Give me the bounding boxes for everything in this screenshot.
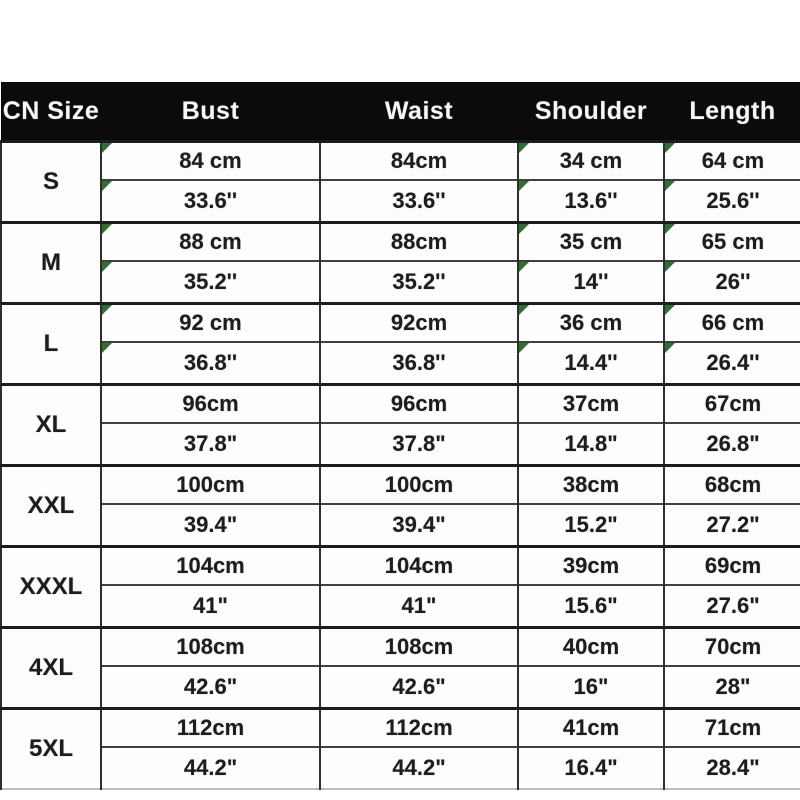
cell-bust-inch: [101, 342, 320, 385]
cell-length-inch: [664, 423, 800, 466]
size-label-xl: XL: [1, 385, 101, 466]
cell-waist-inch: [320, 261, 518, 304]
cell-value: 112cm: [176, 715, 245, 740]
cell-length-cm: [664, 223, 800, 262]
error-flag-triangle-icon: [665, 143, 675, 153]
error-flag-triangle-icon: [102, 224, 112, 234]
cell-value: 28": [715, 674, 751, 699]
cell-bust-cm: [101, 466, 320, 505]
cell-waist-inch: [320, 747, 518, 789]
error-flag-triangle-icon: [519, 262, 529, 272]
cell-length-inch: [664, 585, 800, 628]
cell-value: 35.2'': [183, 269, 238, 294]
cell-shoulder-cm: [518, 709, 664, 748]
cell-value: 26.8": [706, 431, 760, 456]
cell-value: 108cm: [384, 634, 454, 659]
cell-length-inch: [664, 747, 800, 789]
column-header-shoulder: Shoulder: [518, 82, 664, 142]
cell-value: 37.8": [392, 431, 446, 456]
cell-value: 44.2": [183, 755, 238, 780]
cell-value: 65 cm: [701, 229, 765, 254]
cell-bust-cm: [101, 385, 320, 424]
cell-waist-inch: [320, 666, 518, 709]
cell-waist-inch: [320, 504, 518, 547]
error-flag-triangle-icon: [519, 181, 529, 191]
cell-shoulder-inch: [518, 666, 664, 709]
cell-value: 84 cm: [179, 148, 242, 173]
cell-value: 104cm: [176, 553, 245, 578]
cell-waist-cm: [320, 142, 518, 181]
size-label-5xl: 5XL: [1, 709, 101, 790]
cell-value: 25.6'': [706, 188, 760, 213]
cell-bust-inch: [101, 747, 320, 789]
cell-bust-cm: [101, 142, 320, 181]
cell-shoulder-inch: [518, 504, 664, 547]
cell-value: 88 cm: [179, 229, 242, 254]
cell-value: 34 cm: [559, 148, 623, 173]
size-chart-table: [0, 82, 800, 790]
error-flag-triangle-icon: [665, 224, 675, 234]
cell-value: 108cm: [176, 634, 245, 659]
cell-value: 26'': [715, 269, 751, 294]
cell-value: 33.6'': [183, 188, 238, 213]
cell-length-cm: [664, 547, 800, 586]
cell-value: 14'': [573, 269, 609, 294]
cell-value: 68cm: [704, 472, 762, 497]
cell-length-cm: [664, 385, 800, 424]
error-flag-triangle-icon: [519, 343, 529, 353]
cell-waist-inch: [320, 423, 518, 466]
cell-waist-cm: [320, 223, 518, 262]
cell-value: 64 cm: [701, 148, 765, 173]
cell-value: 38cm: [562, 472, 620, 497]
cell-bust-cm: [101, 223, 320, 262]
cell-length-cm: [664, 466, 800, 505]
cell-bust-inch: [101, 261, 320, 304]
cell-shoulder-cm: [518, 223, 664, 262]
cell-bust-inch: [101, 423, 320, 466]
cell-waist-inch: [320, 180, 518, 223]
cell-shoulder-inch: [518, 585, 664, 628]
cell-value: 28.4": [706, 755, 760, 780]
cell-bust-inch: [101, 585, 320, 628]
cell-value: 112cm: [385, 715, 453, 740]
column-header-waist: Waist: [320, 82, 518, 142]
cell-length-inch: [664, 342, 800, 385]
cell-length-inch: [664, 504, 800, 547]
cell-value: 36.8'': [183, 350, 238, 375]
cell-waist-inch: [320, 342, 518, 385]
cell-bust-cm: [101, 547, 320, 586]
cell-value: 96cm: [390, 391, 448, 416]
size-label-4xl: 4XL: [1, 628, 101, 709]
cell-value: 40cm: [562, 634, 620, 659]
cell-value: 41": [193, 593, 228, 618]
cell-waist-inch: [320, 585, 518, 628]
cell-shoulder-inch: [518, 423, 664, 466]
cell-waist-cm: [320, 304, 518, 343]
cell-bust-inch: [101, 504, 320, 547]
error-flag-triangle-icon: [665, 343, 675, 353]
table-header-row: [1, 82, 800, 142]
cell-value: 41": [401, 593, 437, 618]
cell-value: 41cm: [562, 715, 620, 740]
cell-value: 39.4": [392, 512, 446, 537]
cell-shoulder-inch: [518, 342, 664, 385]
cell-value: 15.2": [564, 512, 618, 537]
cell-bust-cm: [101, 304, 320, 343]
cell-value: 67cm: [704, 391, 762, 416]
error-flag-triangle-icon: [519, 143, 529, 153]
cell-shoulder-inch: [518, 261, 664, 304]
cell-shoulder-cm: [518, 142, 664, 181]
cell-waist-cm: [320, 628, 518, 667]
size-label-s: S: [1, 142, 101, 223]
cell-value: 96cm: [182, 391, 239, 416]
column-header-bust: Bust: [101, 82, 320, 142]
cell-value: 16": [573, 674, 609, 699]
cell-value: 37cm: [562, 391, 620, 416]
cell-length-inch: [664, 180, 800, 223]
cell-value: 69cm: [704, 553, 762, 578]
cell-value: 16.4": [564, 755, 618, 780]
cell-value: 27.6": [706, 593, 760, 618]
cell-shoulder-cm: [518, 304, 664, 343]
error-flag-triangle-icon: [665, 262, 675, 272]
cell-shoulder-inch: [518, 747, 664, 789]
size-label-l: L: [1, 304, 101, 385]
cell-value: 35 cm: [559, 229, 623, 254]
error-flag-triangle-icon: [665, 181, 675, 191]
cell-value: 37.8": [183, 431, 238, 456]
error-flag-triangle-icon: [519, 305, 529, 315]
cell-value: 100cm: [176, 472, 245, 497]
error-flag-triangle-icon: [665, 305, 675, 315]
cell-value: 44.2": [392, 755, 446, 780]
error-flag-triangle-icon: [102, 181, 112, 191]
cell-value: 14.4'': [564, 350, 618, 375]
cell-shoulder-cm: [518, 466, 664, 505]
cell-value: 36.8'': [392, 350, 446, 375]
cell-length-inch: [664, 666, 800, 709]
cell-bust-inch: [101, 666, 320, 709]
cell-value: 39.4": [183, 512, 238, 537]
cell-length-inch: [664, 261, 800, 304]
cell-waist-cm: [320, 709, 518, 748]
cell-value: 84cm: [390, 148, 448, 173]
cell-waist-cm: [320, 385, 518, 424]
cell-value: 42.6": [183, 674, 238, 699]
size-chart-body: [1, 142, 800, 790]
size-label-xxl: XXL: [1, 466, 101, 547]
cell-value: 15.6": [564, 593, 618, 618]
error-flag-triangle-icon: [519, 224, 529, 234]
error-flag-triangle-icon: [102, 143, 112, 153]
cell-shoulder-cm: [518, 547, 664, 586]
cell-waist-cm: [320, 466, 518, 505]
cell-length-cm: [664, 709, 800, 748]
cell-value: 36 cm: [559, 310, 623, 335]
column-header-length: Length: [664, 82, 800, 142]
cell-value: 27.2": [706, 512, 760, 537]
cell-shoulder-cm: [518, 385, 664, 424]
size-label-xxxl: XXXL: [1, 547, 101, 628]
cell-value: 104cm: [384, 553, 454, 578]
cell-value: 92cm: [390, 310, 448, 335]
cell-length-cm: [664, 142, 800, 181]
cell-value: 71cm: [704, 715, 762, 740]
cell-value: 26.4'': [706, 350, 760, 375]
cell-value: 39cm: [562, 553, 620, 578]
cell-value: 14.8": [564, 431, 618, 456]
error-flag-triangle-icon: [102, 343, 112, 353]
cell-value: 70cm: [704, 634, 762, 659]
cell-value: 13.6'': [564, 188, 618, 213]
cell-length-cm: [664, 628, 800, 667]
cell-bust-inch: [101, 180, 320, 223]
error-flag-triangle-icon: [102, 262, 112, 272]
cell-shoulder-cm: [518, 628, 664, 667]
cell-value: 88cm: [390, 229, 448, 254]
error-flag-triangle-icon: [102, 305, 112, 315]
cell-bust-cm: [101, 709, 320, 748]
column-header-cn-size: CN Size: [1, 82, 101, 142]
cell-value: 92 cm: [179, 310, 242, 335]
size-chart: [0, 82, 800, 790]
cell-bust-cm: [101, 628, 320, 667]
cell-length-cm: [664, 304, 800, 343]
cell-value: 66 cm: [701, 310, 765, 335]
cell-shoulder-inch: [518, 180, 664, 223]
size-label-m: M: [1, 223, 101, 304]
cell-value: 100cm: [384, 472, 454, 497]
cell-waist-cm: [320, 547, 518, 586]
cell-value: 35.2'': [392, 269, 446, 294]
cell-value: 42.6": [392, 674, 446, 699]
cell-value: 33.6'': [392, 188, 446, 213]
